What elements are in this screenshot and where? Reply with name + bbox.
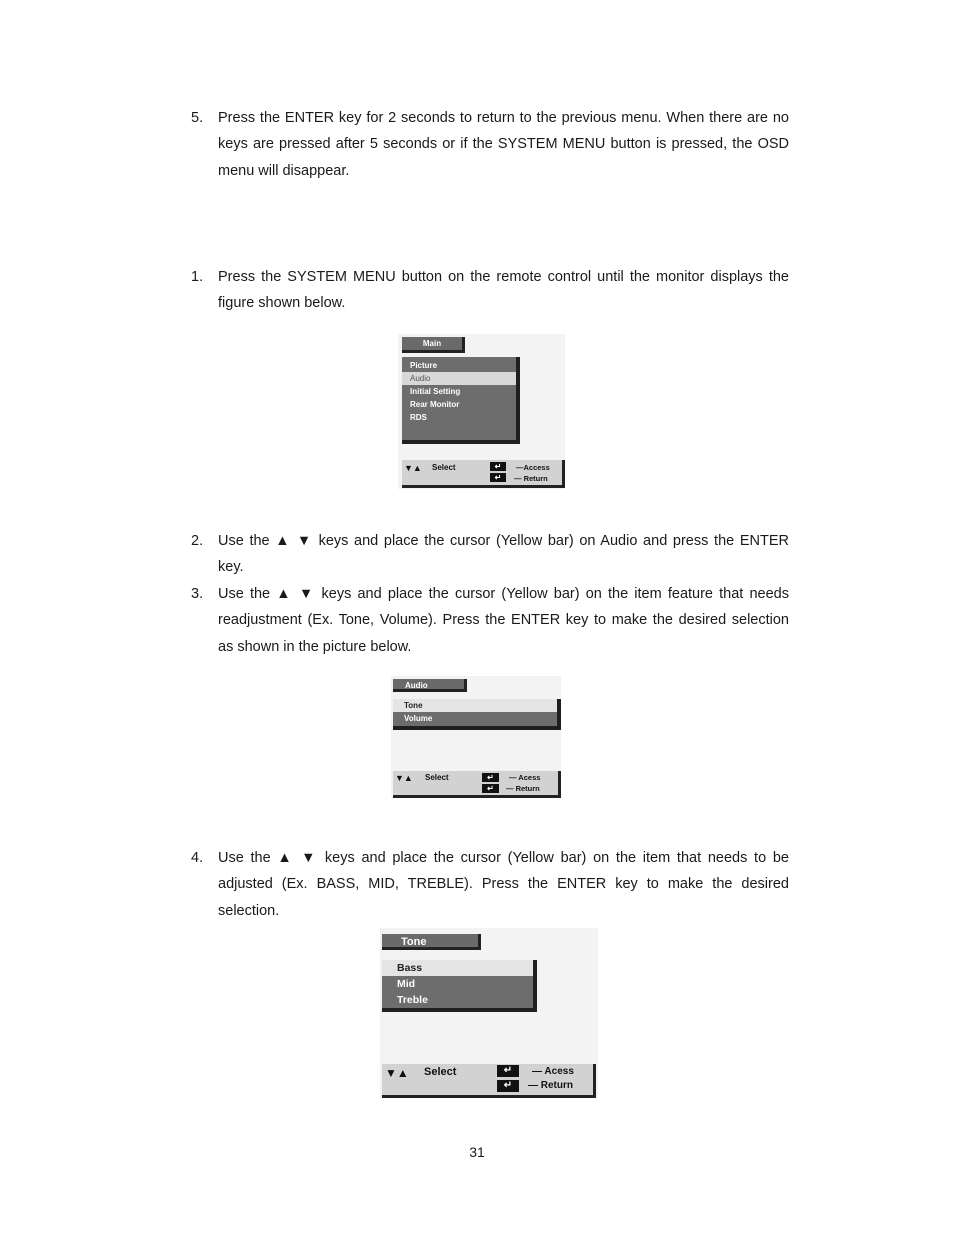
- osd-menu-panel: [382, 960, 537, 1012]
- step-text: Use the ▲ ▼ keys and place the cursor (Yellow bar) on the item that needs to be adjusted (Ex. BASS, MID, TREBLE). Press the ENTER key to make the desired selection.: [218, 850, 789, 919]
- instruction-step-5: [191, 105, 789, 184]
- enter-key-icon: ↵: [482, 784, 499, 793]
- step-number: 5.: [191, 110, 204, 126]
- instruction-step-4: [191, 845, 789, 924]
- enter-key-icon: ↵: [490, 462, 506, 471]
- osd-help-bar: [402, 460, 565, 488]
- osd-menu-item-volume[interactable]: Volume: [404, 714, 433, 723]
- instruction-step-3: [191, 581, 789, 660]
- page-number: 31: [469, 1144, 485, 1160]
- help-select-label: Select: [424, 1066, 457, 1078]
- osd-title: Audio: [405, 681, 428, 690]
- osd-menu-panel: [402, 357, 520, 444]
- enter-key-icon: ↵: [497, 1080, 519, 1092]
- osd-menu-item-audio[interactable]: Audio: [402, 372, 516, 385]
- osd-menu-item-picture[interactable]: Picture: [410, 361, 438, 370]
- osd-help-bar: [393, 771, 561, 798]
- osd-menu-item-mid[interactable]: Mid: [397, 978, 416, 990]
- step-text: Use the ▲ ▼ keys and place the cursor (Yellow bar) on Audio and press the ENTER key.: [218, 533, 789, 576]
- help-return-label: — Return: [506, 784, 540, 793]
- step-text: Use the ▲ ▼ keys and place the cursor (Yellow bar) on the item feature that needs readjustment (Ex. Tone, Volume). Press the ENTER key to make the desired selection as shown in the picture below.: [218, 586, 789, 655]
- help-return-label: — Return: [514, 474, 548, 483]
- osd-menu-item-bass[interactable]: Bass: [382, 960, 533, 976]
- step-text: Press the SYSTEM MENU button on the remote control until the monitor displays the figure shown below.: [218, 269, 789, 312]
- help-access-label: —Access: [516, 463, 550, 472]
- up-down-arrow-icon: ▼▲: [385, 1066, 409, 1080]
- step-number: 1.: [191, 269, 204, 285]
- osd-title: Tone: [401, 936, 427, 948]
- osd-main-menu: [398, 334, 570, 494]
- osd-menu-item-tone[interactable]: Tone: [393, 699, 557, 712]
- osd-menu-item-rear-monitor[interactable]: Rear Monitor: [410, 400, 460, 409]
- step-number: 3.: [191, 586, 204, 602]
- enter-key-icon: ↵: [482, 773, 499, 782]
- osd-menu-item-rds[interactable]: RDS: [410, 413, 427, 422]
- osd-title-bar: [393, 679, 467, 692]
- osd-title-bar: [402, 337, 465, 353]
- osd-tone-menu: [380, 928, 602, 1102]
- enter-key-icon: ↵: [497, 1065, 519, 1077]
- up-down-arrow-icon: ▼▲: [404, 463, 422, 473]
- osd-menu-item-treble[interactable]: Treble: [397, 994, 428, 1006]
- instruction-step-1: [191, 264, 789, 317]
- step-text: Press the ENTER key for 2 seconds to return to the previous menu. When there are no keys are pressed after 5 seconds or if the SYSTEM MENU button is pressed, the OSD menu will disappear.: [218, 110, 789, 179]
- help-select-label: Select: [425, 773, 449, 782]
- enter-key-icon: ↵: [490, 473, 506, 482]
- osd-title-bar: [382, 934, 481, 950]
- osd-menu-panel: [393, 699, 561, 730]
- up-down-arrow-icon: ▼▲: [395, 773, 413, 783]
- help-return-label: — Return: [528, 1080, 573, 1091]
- osd-help-bar: [382, 1064, 596, 1098]
- step-number: 2.: [191, 533, 204, 549]
- osd-audio-menu: [391, 676, 565, 802]
- step-number: 4.: [191, 850, 204, 866]
- instruction-step-2: [191, 528, 789, 581]
- osd-menu-item-initial-setting[interactable]: Initial Setting: [410, 387, 461, 396]
- help-select-label: Select: [432, 463, 456, 472]
- osd-title: Main: [422, 339, 442, 348]
- help-access-label: — Acess: [509, 773, 541, 782]
- help-access-label: — Acess: [532, 1066, 574, 1077]
